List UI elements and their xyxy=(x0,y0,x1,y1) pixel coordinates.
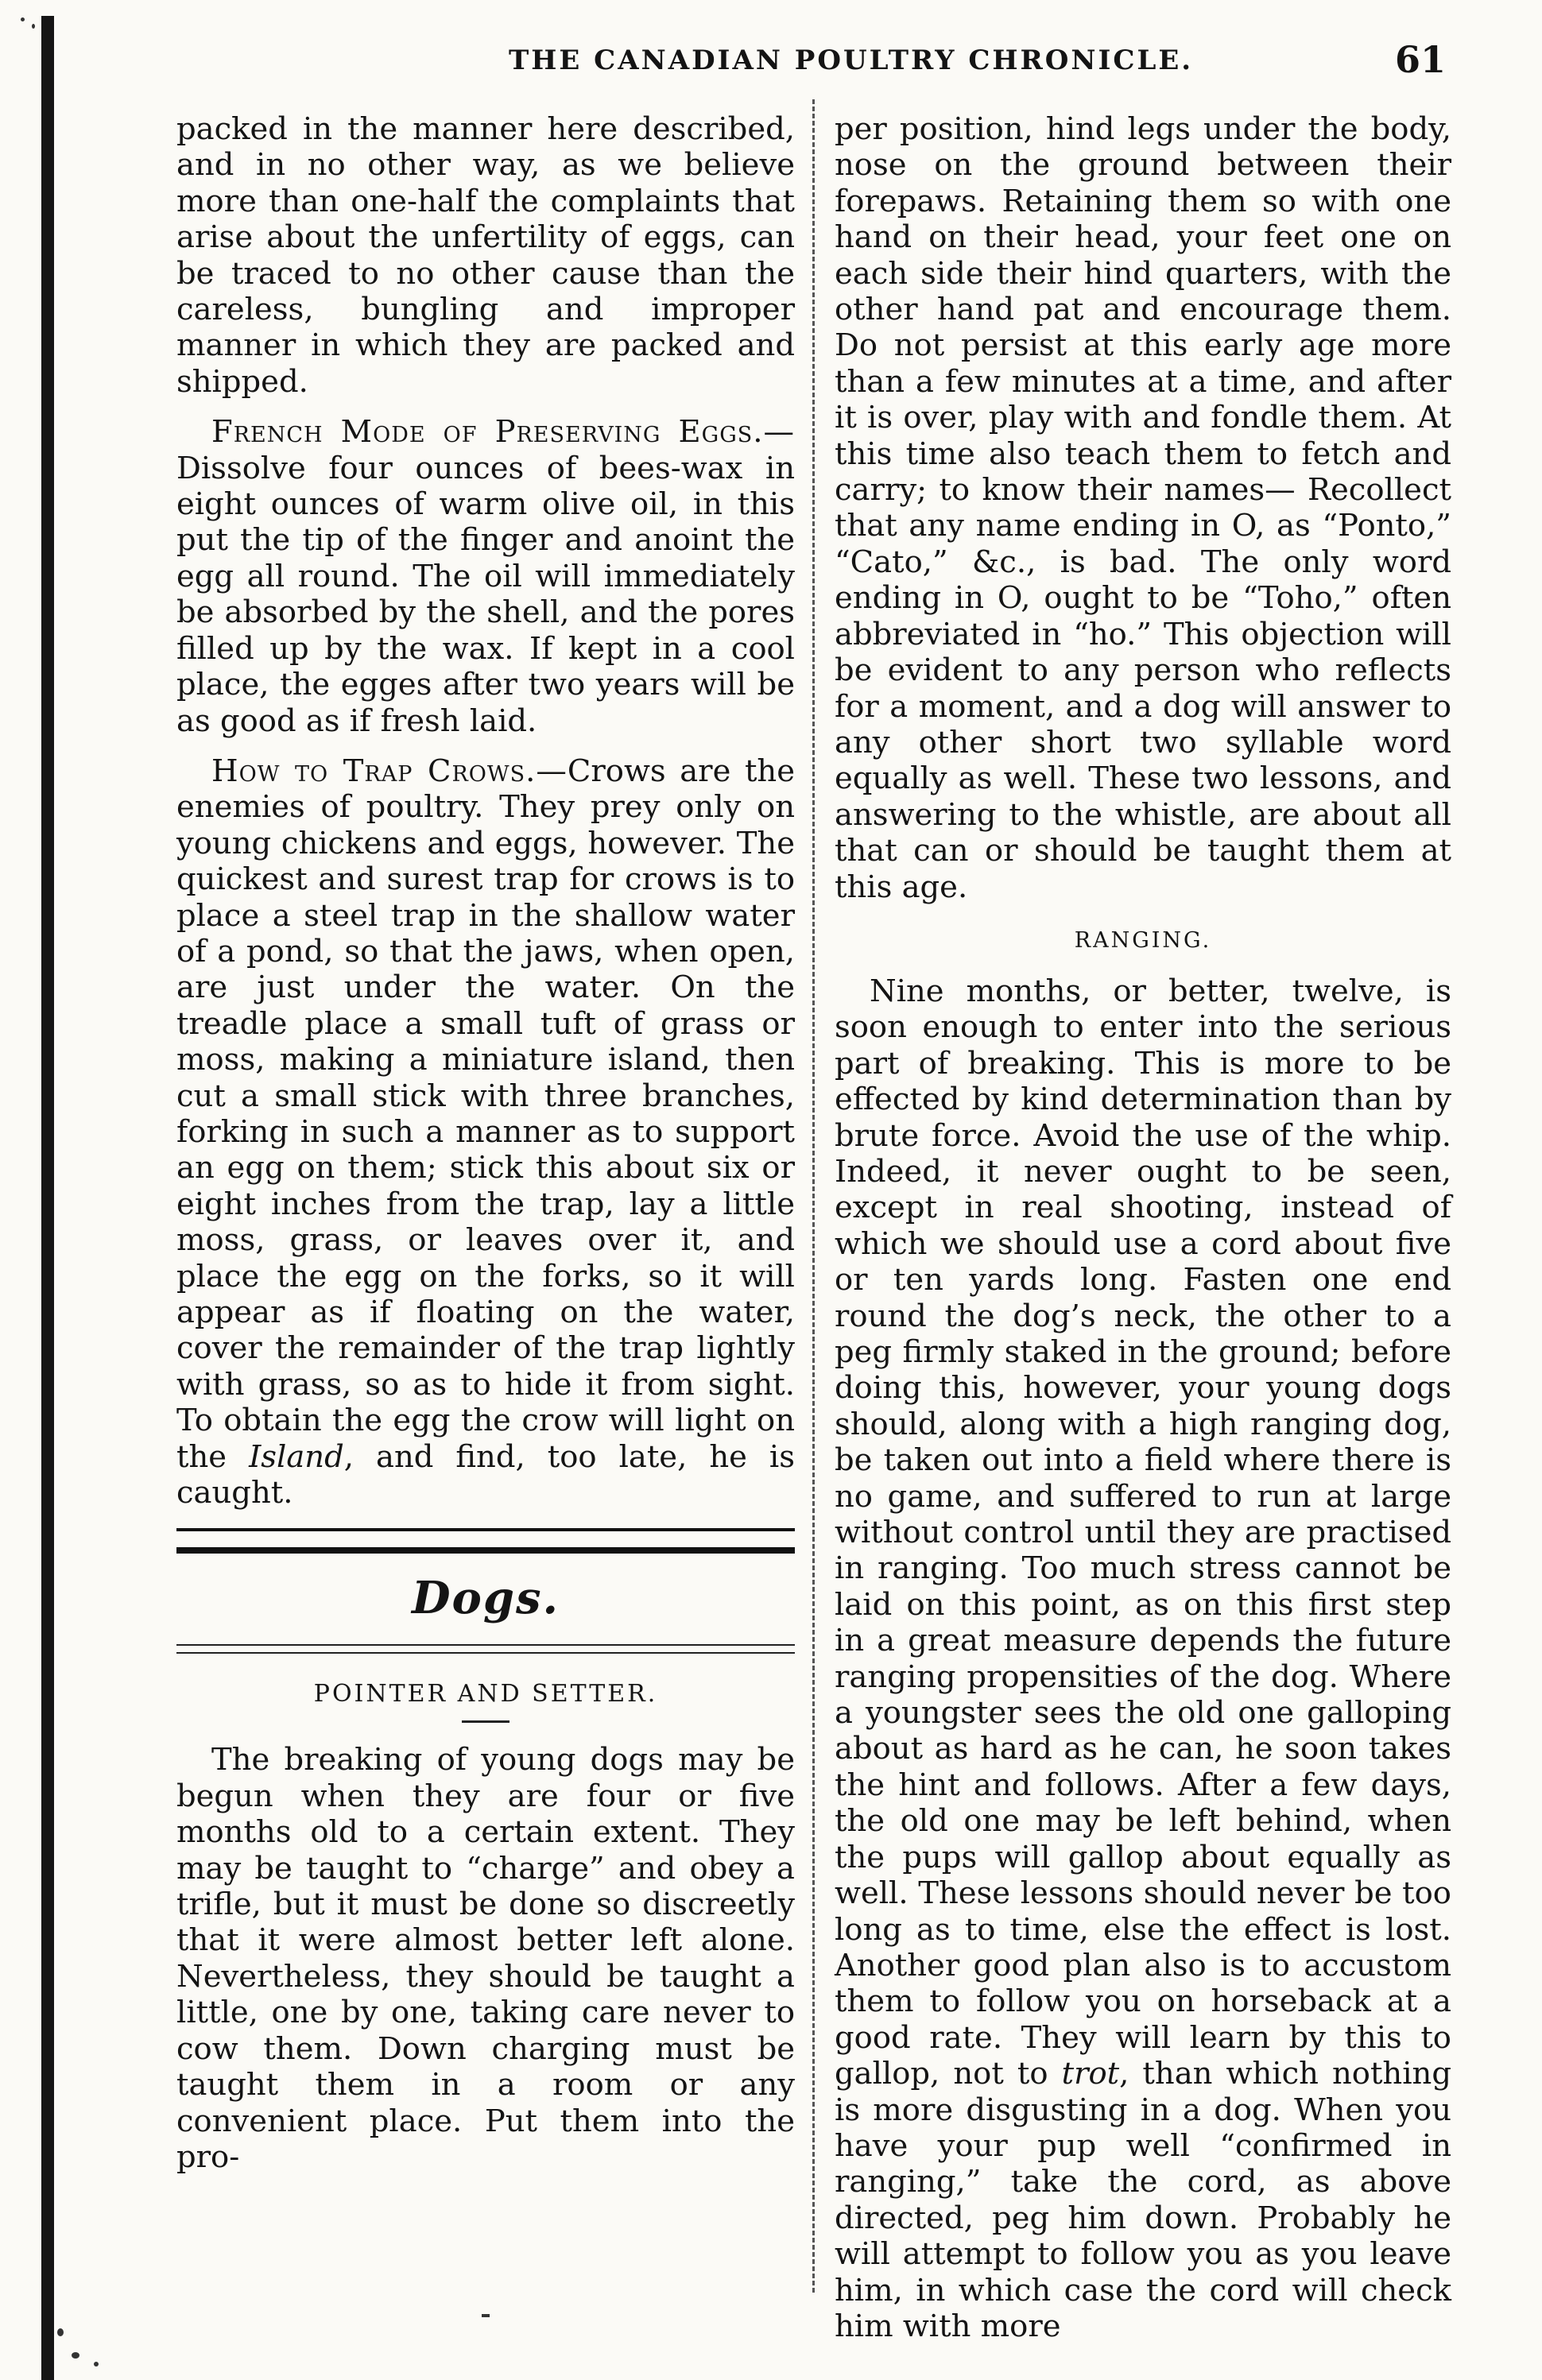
binding-speck xyxy=(32,24,35,29)
trap-crows-heading: How to Trap Crows.— xyxy=(211,753,568,789)
binding-speck xyxy=(72,2352,79,2359)
paragraph-gap xyxy=(176,739,795,753)
running-head xyxy=(0,35,1542,91)
trap-crows-paragraph xyxy=(176,753,795,1511)
binding-speck xyxy=(57,2328,64,2336)
binding-edge xyxy=(41,16,54,2380)
french-eggs-heading: French Mode of Preserving Eggs.— xyxy=(211,414,795,451)
journal-title: THE CANADIAN POULTRY CHRONICLE. xyxy=(509,45,1194,76)
ranging-text: Nine months, or better, twelve, is soon enough to enter into the serious part of breaking. This is more to be effected by kind determination than by brute force. Avoid the use of the whip. Indeed, it never ought to be seen, except in real shooting, instead of which we should use a cord about five or ten yards long. Fasten one end round the dog’s neck, the other to a peg firmly staked in the ground; before doing this, however, your young dogs should, along with a high ranging dog, be taken out into a field where there is no game, and suffered to run at large without control until they are practised in ranging. Too much stress cannot be laid on this point, as on this first step in a great measure depends the future ranging propensities of the dog. Where a youngster sees the old one galloping about as hard as he can, he soon takes the hint and follows. After a few days, the old one may be left behind, when the pups will gallop about equally as well. These lessons should never be too long as to time, else the effect is lost. Another good plan also is to accustom them to follow you on horseback at a good rate. They will learn by this to gallop, not to xyxy=(835,973,1451,2092)
dog-breaking-paragraph: The breaking of young dogs may be begun when they are four or five months old to a certain extent. They may be taught to “charge” and obey a trifle, but it must be done so discreetly that it were almost better left alone. Nevertheless, they should be taught a little, one by one, taking care never to cow them. Down charging must be taught them in a room or any convenient place. Put them into the pro- xyxy=(176,1742,795,2175)
heading-rule xyxy=(176,1644,795,1654)
page-number: 61 xyxy=(1395,38,1447,81)
trap-crows-text: Crows are the enemies of poultry. They prey only on young chickens and eggs, however. The quickest and surest trap for crows is to place a steel trap in the shallow water of a pond, so that the jaws, when open, are just under the water. On the treadle place a small tuft of grass or moss, making a miniature island, then cut a small stick with three branches, forking in such a manner as to support an egg on them; stick this about six or eight inches from the trap, lay a little moss, grass, or leaves over it, and place the egg on the forks, so it will appear as if floating on the water, cover the remainder of the trap lightly with grass, so as to hide it from sight. To obtain the egg the crow will light on the xyxy=(176,753,795,1475)
ranging-paragraph xyxy=(835,973,1451,2344)
column-divider xyxy=(812,99,815,2293)
binding-speck xyxy=(94,2362,99,2366)
packing-paragraph: packed in the manner here described, and in no other way, as we believe more than one-half the complaints that arise about the unfertility of eggs, can be traced to no other cause than the careless, bungling and improper manner in which they are packed and shipped. xyxy=(176,111,795,400)
left-column xyxy=(176,111,795,2175)
ranging-text-end: , than which nothing is more disgusting in a dog. When you have your pup well “confirmed in ranging,” take the cord, as above directed, peg him down. Probably he will attempt to follow you as you leave him, in which case the cord will check him with more xyxy=(835,2056,1451,2344)
paragraph-gap xyxy=(176,400,795,414)
section-rule xyxy=(176,1528,795,1554)
right-column xyxy=(835,111,1451,2344)
trap-crows-ending: , and find, too late, he is caught. xyxy=(176,1438,795,1511)
dogs-section-heading: Dogs. xyxy=(411,1572,560,1625)
french-eggs-paragraph xyxy=(176,414,795,739)
trot-word: trot xyxy=(1061,2056,1120,2092)
ranging-heading: RANGING. xyxy=(1074,927,1212,953)
page-mark xyxy=(482,2314,490,2317)
island-word: Island xyxy=(249,1438,344,1475)
subheading-rule xyxy=(462,1720,509,1723)
position-paragraph: per position, hind legs under the body, nose on the ground between their forepaws. Retaining them so with one hand on their head, your feet one on each side their hind quarters, with the other hand pat and encourage them. Do not persist at this early age more than a few minutes at a time, and after it is over, play with and fondle them. At this time also teach them to fetch and carry; to know their names— Recollect that any name ending in O, as “Ponto,” “Cato,” &c., is bad. The only word ending in O, ought to be “Toho,” often abbreviated in “ho.” This objection will be evident to any person who reflects for a moment, and a dog will answer to any other short two syllable word equally as well. These two lessons, and answering to the whistle, are about all that can or should be taught them at this age. xyxy=(835,111,1451,905)
binding-speck xyxy=(21,17,25,21)
pointer-setter-heading: POINTER AND SETTER. xyxy=(313,1680,658,1709)
french-eggs-text: Dissolve four ounces of bees-wax in eight ounces of warm olive oil, in this put the tip of the finger and anoint the egg all round. The oil will immediately be absorbed by the shell, and the pores filled up by the wax. If kept in a cool place, the egges after two years will be as good as if fresh laid. xyxy=(176,450,795,739)
